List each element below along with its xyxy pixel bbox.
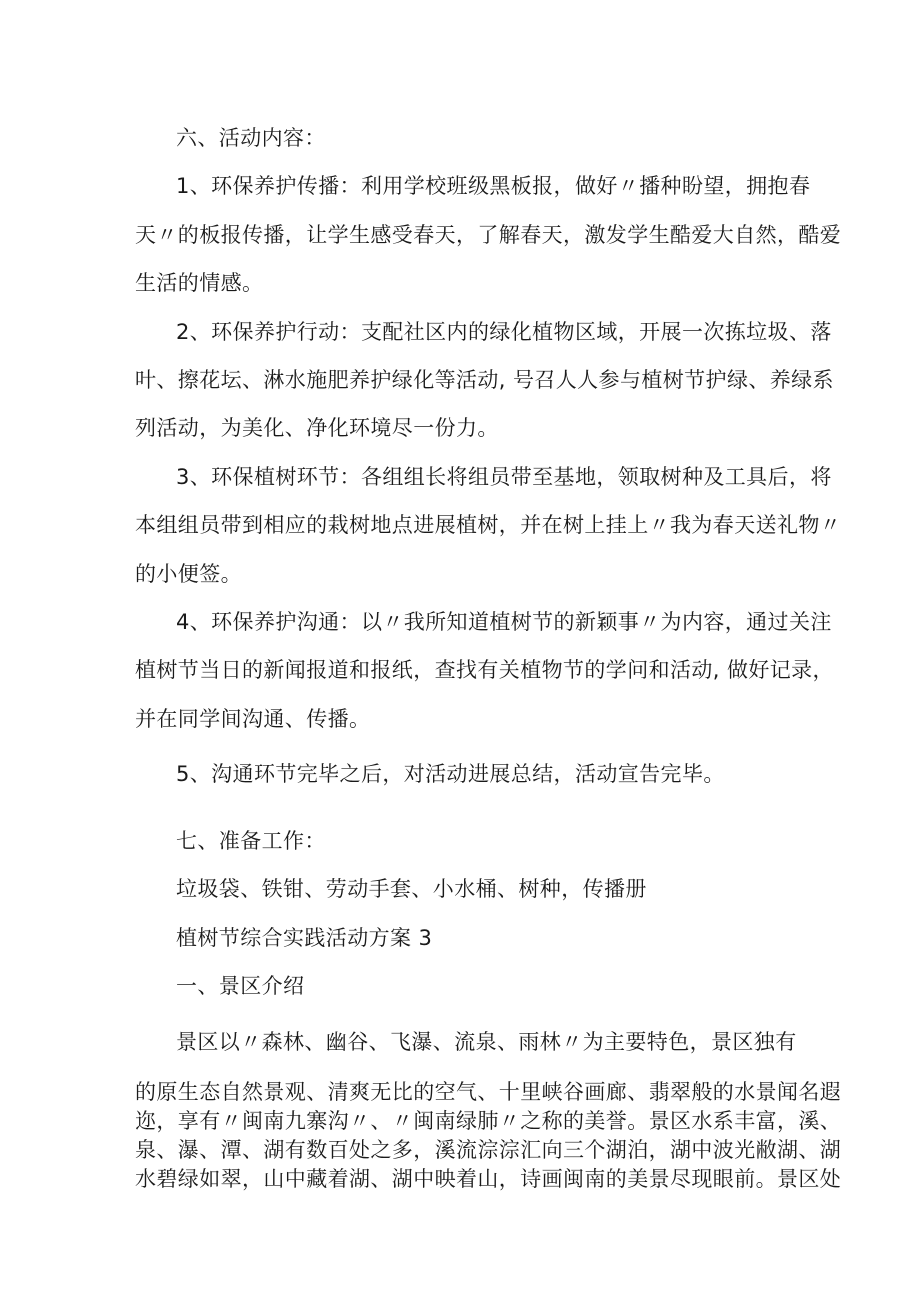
document-subtitle: 植树节综合实践活动方案 3 — [176, 926, 433, 950]
paragraph-line: 景区以〃森林、幽谷、飞瀑、流泉、雨林〃为主要特色，景区独有 — [176, 1030, 797, 1054]
paragraph-line: 3、环保植树环节：各组组长将组员带至基地，领取树种及工具后，将 — [176, 465, 832, 489]
paragraph-line: 生活的情感。 — [135, 271, 264, 295]
paragraph-line: 垃圾袋、铁钳、劳动手套、小水桶、树种，传播册 — [176, 877, 647, 901]
paragraph-line: 迩，享有〃闽南九寨沟〃、〃闽南绿肺〃之称的美誉。景区水系丰富，溪、 — [135, 1109, 842, 1133]
section-heading-activity-content: 六、活动内容： — [176, 126, 326, 150]
paragraph-line: 2、环保养护行动：支配社区内的绿化植物区域，开展一次拣垃圾、落 — [176, 320, 832, 344]
paragraph-line: 本组组员带到相应的栽树地点进展植树，并在树上挂上〃我为春天送礼物〃 — [135, 513, 842, 537]
paragraph-line: 的原生态自然景观、清爽无比的空气、十里峡谷画廊、翡翠般的水景闻名遐 — [135, 1080, 842, 1104]
paragraph-line: 植树节当日的新闻报道和报纸，查找有关植物节的学问和活动, 做好记录， — [135, 658, 834, 682]
paragraph-line: 天〃的板报传播，让学生感受春天，了解春天，激发学生酷爱大自然，酷爱 — [135, 223, 842, 247]
paragraph-line: 4、环保养护沟通：以〃我所知道植树节的新颖事〃为内容，通过关注 — [176, 610, 832, 634]
section-heading-scenic-intro: 一、景区介绍 — [176, 974, 305, 998]
paragraph-line: 5、沟通环节完毕之后，对活动进展总结，活动宣告完毕。 — [176, 762, 725, 786]
paragraph-line: 叶、擦花坛、淋水施肥养护绿化等活动, 号召人人参与植树节护绿、养绿系 — [135, 368, 834, 392]
section-heading-preparation: 七、准备工作： — [176, 829, 326, 853]
paragraph-line: 并在同学间沟通、传播。 — [135, 707, 371, 731]
paragraph-line: 泉、瀑、潭、湖有数百处之多，溪流淙淙汇向三个湖泊，湖中波光敝湖、湖 — [135, 1138, 842, 1162]
paragraph-line: 1、环保养护传播：利用学校班级黑板报，做好〃播种盼望，拥抱春 — [176, 174, 811, 198]
paragraph-line: 列活动，为美化、净化环境尽一份力。 — [135, 416, 499, 440]
paragraph-line: 水碧绿如翠，山中藏着湖、湖中映着山，诗画闽南的美景尽现眼前。景区处 — [135, 1167, 842, 1191]
paragraph-line: 的小便签。 — [135, 562, 242, 586]
